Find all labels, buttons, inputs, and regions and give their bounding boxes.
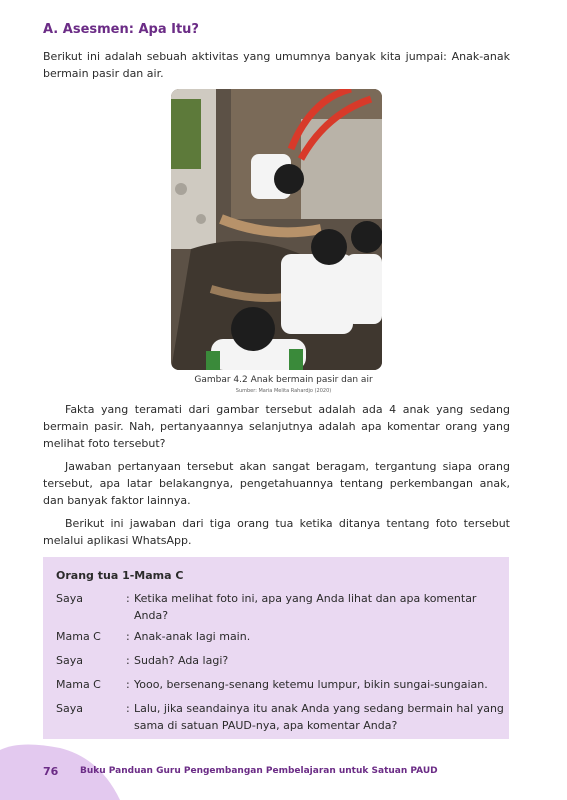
dialog-colon: : [126, 702, 130, 715]
dialog-speaker: Mama C [56, 678, 101, 691]
dialog-box [43, 557, 509, 739]
intro-paragraph: Berikut ini adalah sebuah aktivitas yang umumnya banyak kita jumpai: Anak-anak bermain pasir dan air. [43, 50, 510, 80]
dialog-speaker: Saya [56, 654, 83, 667]
dialog-text: Anak-anak lagi main. [134, 630, 251, 643]
body-paragraph-1: Fakta yang teramati dari gambar tersebut adalah ada 4 anak yang sedang bermain pasir. Nah, pertanyaannya selanjutnya adalah apa komentar orang yang melihat foto tersebut? [43, 403, 510, 450]
footer-book-title: Buku Panduan Guru Pengembangan Pembelajaran untuk Satuan PAUD [80, 766, 438, 776]
dialog-text: Ketika melihat foto ini, apa yang Anda lihat dan apa komentar Anda? [134, 592, 477, 622]
section-heading: A. Asesmen: Apa Itu? [43, 22, 199, 37]
dialog-speaker: Mama C [56, 630, 101, 643]
children-playing-photo [171, 89, 382, 370]
dialog-speaker: Saya [56, 702, 83, 715]
body-paragraph-3: Berikut ini jawaban dari tiga orang tua ketika ditanya tentang foto tersebut melalui aplikasi WhatsApp. [43, 517, 510, 547]
dialog-text: Lalu, jika seandainya itu anak Anda yang sedang bermain hal yang sama di satuan PAUD-nya, apa komentar Anda? [134, 702, 504, 732]
page-number: 76 [43, 765, 59, 778]
dialog-text: Sudah? Ada lagi? [134, 654, 229, 667]
figure-caption: Gambar 4.2 Anak bermain pasir dan air [194, 375, 373, 385]
dialog-title: Orang tua 1-Mama C [56, 569, 184, 582]
dialog-text: Yooo, bersenang-senang ketemu lumpur, bikin sungai-sungaian. [134, 678, 488, 691]
body-paragraph-2: Jawaban pertanyaan tersebut akan sangat beragam, tergantung siapa orang tersebut, apa latar belakangnya, pengetahuannya tentang perkembangan anak, dan banyak faktor lainnya. [43, 460, 510, 507]
figure-source: Sumber: Maria Melita Rahardjo (2020) [235, 388, 332, 394]
dialog-colon: : [126, 630, 130, 643]
dialog-colon: : [126, 592, 130, 605]
photo-illustration [171, 89, 382, 370]
dialog-colon: : [126, 654, 130, 667]
dialog-colon: : [126, 678, 130, 691]
dialog-speaker: Saya [56, 592, 83, 605]
